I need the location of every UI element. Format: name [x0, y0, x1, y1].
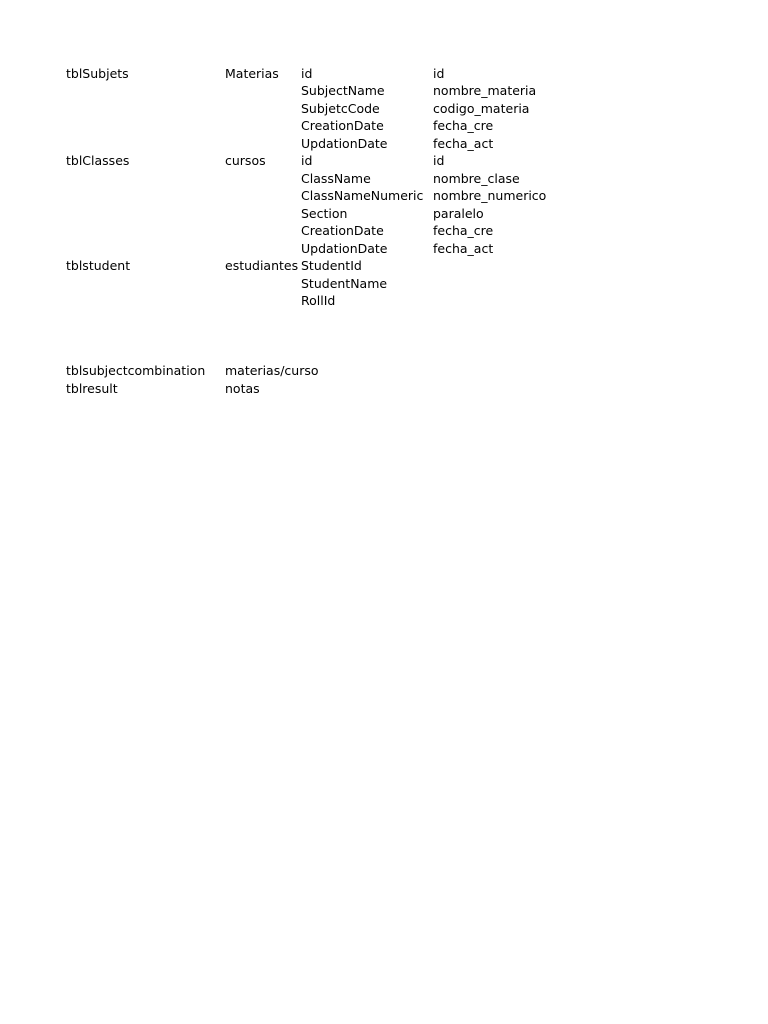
field-name-cell: CreationDate: [301, 223, 384, 238]
field-name-cell: SubjetcCode: [301, 100, 380, 116]
field-name-cell: StudentName: [301, 275, 388, 291]
field-name-cell: [301, 327, 431, 345]
table-name-cell: [66, 345, 224, 363]
table-name-cell: [66, 275, 224, 293]
spanish-name-cell: [225, 222, 299, 240]
sheet-row: [0, 222, 768, 240]
sheet-row: [0, 65, 768, 83]
field-name-cell: id: [301, 65, 313, 81]
spanish-field-cell: [433, 275, 573, 293]
spanish-name-cell: [225, 100, 299, 118]
spanish-name-cell: [225, 187, 299, 205]
field-name-cell: UpdationDate: [301, 135, 388, 151]
sheet-row: [0, 257, 768, 275]
sheet-row: [0, 380, 768, 398]
field-name-cell: [301, 310, 431, 328]
spanish-name-cell: [225, 170, 299, 188]
sheet-row: [0, 310, 768, 328]
sheet-row: [0, 240, 768, 258]
spanish-field-cell: codigo_materia: [433, 100, 530, 116]
table-name-cell: [66, 100, 224, 118]
sheet-row: [0, 170, 768, 188]
spanish-field-cell: nombre_numerico: [433, 188, 547, 203]
sheet-row: [0, 327, 768, 345]
spanish-name-cell: estudiantes: [225, 258, 299, 273]
field-name-cell: CreationDate: [301, 118, 384, 133]
table-name-cell: [66, 327, 224, 345]
spanish-name-cell: [225, 310, 299, 328]
spanish-name-cell: [225, 327, 299, 345]
spanish-field-cell: nombre_clase: [433, 170, 520, 186]
field-name-cell: [301, 345, 431, 363]
table-name-cell: [66, 170, 224, 188]
spanish-field-cell: [433, 310, 573, 328]
spanish-field-cell: id: [433, 153, 445, 168]
spanish-name-cell: [225, 240, 299, 258]
sheet-row: [0, 135, 768, 153]
field-name-cell: StudentId: [301, 258, 362, 273]
spanish-name-cell: [225, 345, 299, 363]
field-name-cell: Section: [301, 205, 348, 221]
field-name-cell: RollId: [301, 293, 336, 308]
spanish-field-cell: paralelo: [433, 205, 484, 221]
sheet-row: [0, 152, 768, 170]
table-name-cell: tblClasses: [66, 153, 130, 168]
spanish-name-cell: [225, 117, 299, 135]
sheet-row: [0, 275, 768, 293]
table-name-cell: [66, 292, 224, 310]
spanish-field-cell: fecha_act: [433, 240, 494, 256]
spanish-field-cell: [433, 380, 573, 398]
spanish-field-cell: fecha_act: [433, 135, 494, 151]
spanish-name-cell: Materias: [225, 65, 279, 81]
spanish-name-cell: [225, 82, 299, 100]
spanish-name-cell: [225, 135, 299, 153]
field-name-cell: SubjectName: [301, 83, 385, 98]
field-name-cell: UpdationDate: [301, 240, 388, 256]
sheet-row: [0, 362, 768, 380]
spanish-name-cell: cursos: [225, 153, 266, 168]
field-name-cell: [301, 380, 431, 398]
field-name-cell: id: [301, 153, 313, 168]
spanish-field-cell: [433, 362, 573, 380]
spanish-field-cell: fecha_cre: [433, 223, 494, 238]
table-name-cell: tblresult: [66, 380, 118, 396]
table-name-cell: [66, 82, 224, 100]
table-name-cell: [66, 187, 224, 205]
table-name-cell: [66, 240, 224, 258]
field-name-cell: ClassName: [301, 170, 371, 186]
spanish-name-cell: [225, 292, 299, 310]
spanish-field-cell: [433, 257, 573, 275]
spanish-field-cell: [433, 345, 573, 363]
field-name-cell: ClassNameNumeric: [301, 188, 424, 203]
spanish-field-cell: [433, 327, 573, 345]
table-name-cell: tblSubjets: [66, 65, 129, 81]
table-name-cell: tblstudent: [66, 258, 131, 273]
spanish-name-cell: [225, 275, 299, 293]
spanish-field-cell: nombre_materia: [433, 83, 537, 98]
sheet-row: [0, 292, 768, 310]
table-name-cell: [66, 310, 224, 328]
spanish-name-cell: notas: [225, 380, 260, 396]
table-name-cell: tblsubjectcombination: [66, 363, 206, 378]
spanish-name-cell: materias/curso: [225, 363, 319, 378]
sheet-row: [0, 187, 768, 205]
sheet-row: [0, 345, 768, 363]
table-name-cell: [66, 135, 224, 153]
sheet-row: [0, 205, 768, 223]
table-name-cell: [66, 117, 224, 135]
table-name-cell: [66, 205, 224, 223]
sheet-row: [0, 82, 768, 100]
sheet-row: [0, 100, 768, 118]
spanish-name-cell: [225, 205, 299, 223]
spanish-field-cell: fecha_cre: [433, 118, 494, 133]
spanish-field-cell: [433, 292, 573, 310]
table-name-cell: [66, 222, 224, 240]
field-name-cell: [301, 362, 431, 380]
spanish-field-cell: id: [433, 65, 445, 81]
sheet-row: [0, 117, 768, 135]
